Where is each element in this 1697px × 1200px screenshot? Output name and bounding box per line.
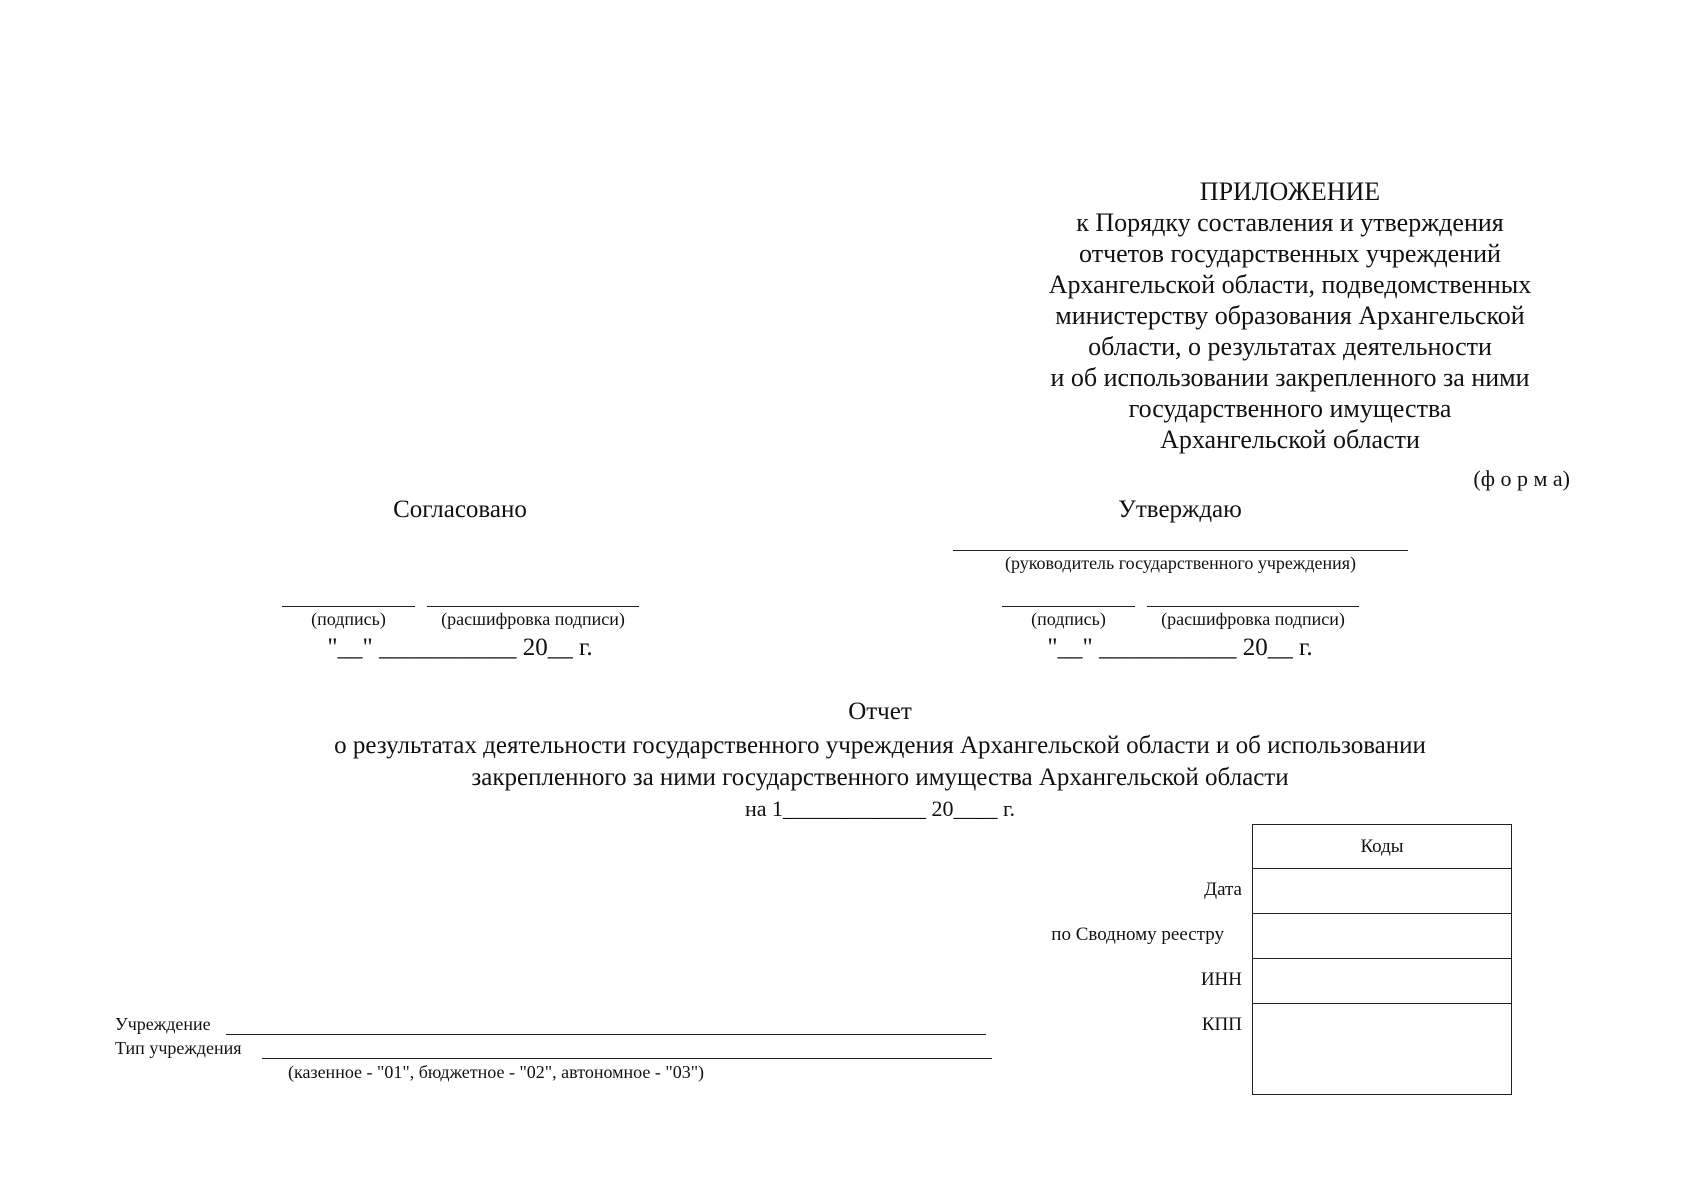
appendix-line: отчетов государственных учреждений: [1079, 239, 1501, 268]
institution-input-line[interactable]: [226, 1034, 986, 1035]
code-cell-inn[interactable]: [1253, 959, 1512, 1004]
code-label-date: Дата: [1204, 879, 1242, 900]
report-date-line: на 1_____________ 20____ г.: [744, 796, 1016, 821]
code-label-inn: ИНН: [1200, 969, 1242, 990]
appendix-line: государственного имущества: [1128, 394, 1452, 423]
agreed-date-line: "__" ___________ 20__ г.: [327, 634, 593, 661]
approve-head-line: [953, 550, 1408, 551]
institution-type-input-line[interactable]: [262, 1058, 992, 1059]
code-cell-registry[interactable]: [1253, 914, 1512, 959]
approve-decode-line: [1147, 606, 1359, 607]
report-subtitle-line2: закрепленного за ними государственного имущества Архангельской области: [471, 764, 1289, 791]
agreed-heading: Согласовано: [393, 496, 527, 523]
report-title: Отчет: [848, 698, 912, 725]
approve-date-line: "__" ___________ 20__ г.: [1047, 634, 1313, 661]
agreed-decode-caption: (расшифровка подписи): [441, 609, 625, 629]
approve-heading: Утверждаю: [1118, 496, 1242, 523]
code-label-registry: по Сводному реестру: [1051, 924, 1224, 945]
appendix-line: министерству образования Архангельской: [1055, 301, 1525, 330]
agreed-signature-line: [282, 606, 415, 607]
code-label-kpp: КПП: [1201, 1014, 1242, 1035]
appendix-line: ПРИЛОЖЕНИЕ: [1199, 177, 1381, 206]
codes-header: Коды: [1253, 825, 1512, 869]
agreed-decode-line: [427, 606, 639, 607]
institution-type-label: Тип учреждения: [115, 1038, 242, 1058]
codes-table: [1252, 824, 1512, 1095]
approve-head-caption: (руководитель государственного учреждения): [1004, 553, 1357, 573]
agreed-signature-caption: (подпись): [311, 609, 386, 629]
code-cell-date[interactable]: [1253, 869, 1512, 914]
appendix-line: и об использовании закрепленного за ними: [1050, 363, 1530, 392]
appendix-line: к Порядку составления и утверждения: [1076, 208, 1504, 237]
form-label: (ф о р м а): [1473, 466, 1570, 491]
approve-decode-caption: (расшифровка подписи): [1161, 609, 1345, 629]
appendix-line: Архангельской области, подведомственных: [1048, 270, 1532, 299]
appendix-block: [1000, 176, 1580, 455]
report-subtitle-line1: о результатах деятельности государственного учреждения Архангельской области и об использовании: [334, 732, 1426, 759]
appendix-line: Архангельской области: [1160, 425, 1420, 454]
approve-signature-caption: (подпись): [1031, 609, 1106, 629]
appendix-line: области, о результатах деятельности: [1088, 332, 1492, 361]
code-cell-kpp[interactable]: [1253, 1004, 1512, 1095]
approve-signature-line: [1002, 606, 1135, 607]
institution-type-hint: (казенное - "01", бюджетное - "02", автономное - "03"): [288, 1062, 705, 1082]
institution-label: Учреждение: [115, 1014, 211, 1034]
